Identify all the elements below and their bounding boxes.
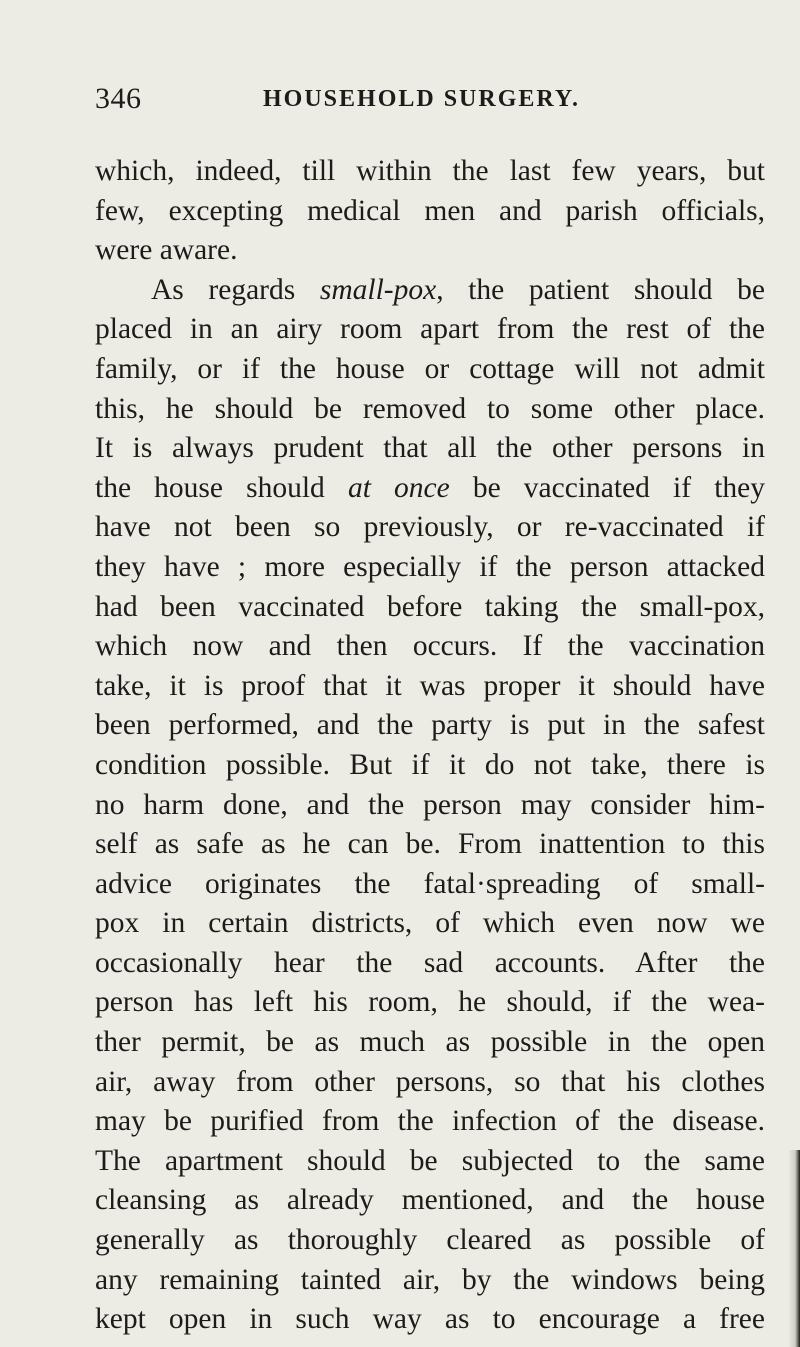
text-line: kept open in such way as to encourage a free [95,1303,765,1336]
text-line: this, he should be removed to some other place. [95,392,765,425]
italic-phrase: small-pox [319,273,437,306]
page-edge-shadow [788,1150,800,1347]
text-line: they have ; more especially if the person attacked [95,550,765,583]
text-line: had been vaccinated before taking the small-pox, [95,590,765,623]
text-line: any remaining tainted air, by the windows being [95,1263,765,1296]
text-line: family, or if the house or cottage will not admit [95,352,765,385]
text-line: air, away from other persons, so that his clothes [95,1065,765,1098]
text-line: no harm done, and the person may consider him- [95,788,765,821]
text-line: pox in certain districts, of which even now we [95,907,765,940]
text-line: It is always prudent that all the other persons in [95,432,765,465]
text-line: placed in an airy room apart from the rest of the [95,313,765,346]
text-line-with-italic: the house should at once be vaccinated if they [95,471,765,504]
text-line: which now and then occurs. If the vaccination [95,630,765,663]
paragraph-start-line: As regards small-pox, the patient should be [151,273,765,306]
text-line: ther permit, be as much as possible in the open [95,1026,765,1059]
text-line: self as safe as he can be. From inattention to this [95,828,765,861]
text-line: been performed, and the party is put in the safest [95,709,765,742]
page-header [95,82,765,138]
text-line: have not been so previously, or re-vaccinated if [95,511,765,544]
text-line: cleansing as already mentioned, and the house [95,1184,765,1217]
text-line: condition possible. But if it do not take, there is [95,748,765,781]
text-line: The apartment should be subjected to the same [95,1144,765,1177]
text-line: may be purified from the infection of the disease. [95,1105,765,1138]
running-head: HOUSEHOLD SURGERY. [263,86,581,112]
text-line: few, excepting medical men and parish officials, [95,194,765,227]
text-line: generally as thoroughly cleared as possible of [95,1224,765,1257]
text-line: which, indeed, till within the last few years, but [95,155,765,187]
text-line: were aware. [95,234,238,267]
text-line: occasionally hear the sad accounts. After the [95,946,765,979]
body-text [95,152,765,1340]
page-number: 346 [95,82,142,115]
text-line: take, it is proof that it was proper it should have [95,669,765,702]
italic-phrase: at once [347,471,450,504]
text-line: person has left his room, he should, if the wea- [95,986,765,1019]
text-line: advice originates the fatal·spreading of small- [95,867,765,900]
